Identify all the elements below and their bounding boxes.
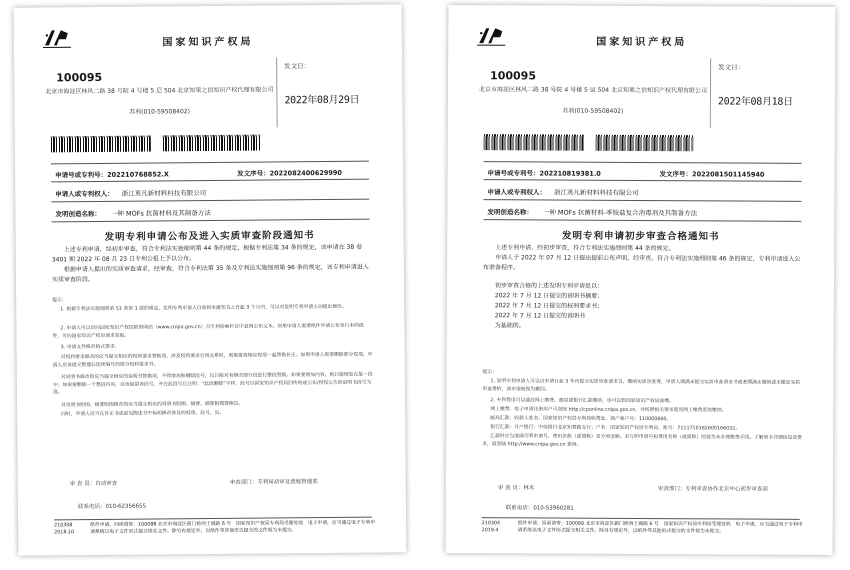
tip-item: 对权利要求修改的应当提交相应的权利要求替换项，涉及权利要求引用关系时，则需要将相应权项一起替换补正。如果申请人需要删除部分权项，申请人应该提交整理后连续编号的部分权利要求书。 — [52, 352, 373, 368]
invention-name: 一种 MOFs 抗菌材料-季铵盐复合消毒剂及其制备方法 — [542, 208, 698, 218]
divider — [51, 161, 369, 165]
tip-item: 银行汇款：开户银行：中信银行北京知春路支行；户名：国家知识产权局专利局，账号：7111710182600166032。 — [490, 425, 741, 432]
reviewer-name: 自动审查 — [95, 480, 118, 488]
header-divider — [710, 58, 711, 128]
divider — [483, 219, 801, 222]
application-number: 202210819381.0 — [539, 169, 601, 178]
reviewer-row — [70, 479, 118, 487]
barcode — [484, 134, 584, 151]
issue-date: 2022年08月29日 — [284, 94, 360, 107]
form-code: 210304 — [481, 521, 501, 527]
reviewer-name: 林禾 — [523, 485, 535, 492]
phone-row — [78, 502, 146, 511]
footer-note: 纸件申请，回函请寄：100088 北京市海淀区蓟门桥西土城路 6 号 国家知识产权局专利局受理处收 电子申请，应当通过电子专利申请系统以电子文件形式提交相关文件。除另有规定外，以纸件等其他形式提交的文件视为未提交。 — [90, 520, 376, 535]
divider — [51, 199, 369, 203]
tip-item: 同时，申请人应当在补正书或意见陈述书中标明修改涉及的权项、段号、页。 — [61, 410, 225, 418]
recipient-contact: 苏利(010-59508402) — [129, 108, 190, 116]
postcode: 100095 — [56, 70, 103, 85]
notice-title: 发明专利申请初步审查合格通知书 — [561, 230, 720, 243]
notice-body-paragraph: 申请人于 2022 年 07 月 12 日提出提前公布声明，经审查，符合专利法实施细则第 46 条的规定，专利申请进入公布准备程序。 — [483, 254, 801, 271]
divider — [51, 179, 369, 183]
divider — [483, 199, 801, 202]
invention-row — [487, 207, 697, 217]
phone-number: 010-62356655 — [105, 503, 147, 510]
reviewer-label: 审 查 员： — [497, 485, 524, 492]
applicant-row — [55, 188, 206, 198]
applicant-row — [487, 187, 638, 197]
invention-name: 一种 MOFs 抗菌材料及其制备方法 — [110, 208, 211, 218]
phone-row — [506, 503, 574, 511]
barcode — [596, 135, 694, 152]
tip-item: 对说明书修改的应当提交相应的说明书替换项，不得增加和删除段号，仅只能对有修改部分段进行整段替换。如果要增加内容，则只能增加在某一段中；如果要删除一个整段内容，应该保留该段号，并在此段号后注明：“此段删除”字样。段号以国家知识产权局回传的或公布/授权公告的说明书段号为准。 — [52, 372, 373, 396]
barcode — [51, 136, 151, 153]
tip-item: 1. 发明专利申请人可以自申请日起 3 年内提交实质审查请求书、缴纳实质审查费，申请人期满未提交实质审查请求书或者期满未缴纳或未缴足实质审查费的，该申请被视为撤回。 — [482, 379, 801, 393]
department-name: 专利局初审及流程管理部 — [257, 479, 318, 486]
divider — [51, 219, 369, 223]
tip-item: 1. 根据专利法实施细则第 51 条第 1 款的规定，发明专利申请人自收到本通知书之日起 3 个月内，可以对发明专利申请主动提出修改。 — [60, 304, 347, 313]
notice-document-left — [14, 4, 407, 555]
divider — [484, 179, 802, 182]
applicant-name: 浙江英凡新材料科技有限公司 — [121, 189, 207, 198]
basis-item: 2022 年 7 月 12 日提交的说明书摘要； — [494, 292, 604, 300]
notice-title: 发明专利申请公布及进入实质审查阶段通知书 — [104, 230, 315, 243]
basis-item: 2022 年 7 月 12 日提交的说明书 — [494, 312, 586, 320]
tips-label: 提示： — [52, 298, 67, 304]
issue-date-label: 发文日： — [718, 63, 745, 72]
reviewer-label: 审 查 员： — [69, 481, 96, 488]
applicant-name: 浙江英凡新材料科技有限公司 — [553, 188, 639, 197]
tip-item: 汇款时应当准确写明申请号、费用名称（或简称）及分项金额。未写明申请号和费用名称（或简称）的视为未办理缴费手续。了解更多详细信息及要求，请登陆 http://www.cnipa.gov.cn 查询。 — [482, 434, 802, 448]
phone-number: 010-53960281 — [533, 505, 574, 512]
basis-intro: 初步审查合格的上述发明专利申请是以： — [494, 282, 604, 290]
office-name: 国家知识产权局 — [596, 36, 688, 49]
footer-note: 纸件申请，回函请寄：100088 北京市海淀区蓟门桥西土城路 6 号 国家知识产权局专利局受理处收 电子申请，应当通过电子专利申请系统以电子文件形式提交相关文件。除另有规定外，以纸件等其他形式提交的文件视为未提交。 — [517, 521, 803, 534]
department-label: 审查部门： — [657, 486, 686, 493]
notice-body-paragraph: 上述专利申请，经初步审查，符合专利法实施细则第 44 条的规定，根据专利法第 34 条的规定，该申请在 38 卷 3401 期 2022 年 08 月 23 日专利公报上予以公布。 — [51, 243, 363, 263]
serial-number-row — [660, 169, 765, 179]
tip-item: 2. 申请人可以访问国家知识产权局政府网站（www.cnipa.gov.cn）点专利检索栏目中查询公布文本。如果申请人需要纸件申请公布单行本的纸件，可向国家知识产权局请求获取。 — [52, 323, 364, 339]
department-row — [230, 477, 318, 486]
reviewer-row — [498, 483, 535, 491]
tip-item: 对说明书附图、摘要附图修改的应当提交相应的说明书附图、摘要、摘要附图替换页。 — [61, 401, 244, 409]
application-number: 202210768852.X — [107, 170, 169, 179]
form-version: 2019.4 — [481, 528, 499, 534]
postcode: 100095 — [490, 69, 537, 83]
recipient-address: 北京市海淀区林风二路 38 号院 4 号楼 5 层 504 北京知果之信知识产权代理有限公司 — [45, 86, 274, 96]
serial-number-label: 发文序号： — [659, 170, 693, 179]
serial-number-row — [237, 168, 342, 178]
notice-body-paragraph: 上述专利申请，经初步审查，符合专利法实施细则第 44 条的规定。 — [495, 244, 675, 253]
department-label: 审查部门： — [229, 479, 258, 486]
divider — [484, 161, 802, 164]
applicant-label: 申请人或专利权人： — [487, 188, 546, 197]
application-number-row — [55, 169, 169, 179]
form-code: 210308 — [54, 523, 73, 529]
notice-body-paragraph: 根据申请人提出的实质审查请求，经审查，符合专利法第 35 条及专利法实施细则第 96 条的规定，该专利申请进入实质审查阶段。 — [51, 263, 369, 283]
application-number-row — [488, 168, 601, 178]
form-version: 2018.10 — [54, 530, 75, 536]
serial-number: 2022082400629990 — [269, 168, 342, 178]
basis-end: 为基础的。 — [494, 322, 525, 330]
divider — [482, 517, 800, 520]
department-name: 专利审查协作北京中心初步审查部 — [685, 486, 768, 493]
phone-label: 联系电话： — [505, 505, 534, 512]
basis-item: 2022 年 7 月 12 日提交的权利要求书； — [494, 302, 604, 310]
invention-row — [55, 208, 211, 218]
office-name: 国家知识产权局 — [162, 36, 254, 49]
divider — [54, 517, 372, 521]
recipient-address: 北京市海淀区林风二路 38 号院 4 号楼 5 层 504 北京知果之信知识产权代理有限公司 — [478, 86, 707, 95]
tip-item: 邮局汇款：收款人姓名：国家知识产权局专利局收费处，商户客户号：110000860。 — [490, 416, 672, 423]
applicant-label: 申请人或专利权人： — [55, 189, 114, 199]
tips-label: 提示： — [482, 370, 497, 376]
invention-label: 发明创造名称： — [487, 208, 533, 217]
application-number-label: 申请号或专利号： — [487, 169, 540, 178]
tip-item: 网上缴费：电子申请注册用户可登陆 http://cponline.cnipa.gov.cn，并按照相关要求使用网上缴费系统缴纳。 — [490, 407, 727, 414]
serial-number-label: 发文序号： — [237, 169, 270, 178]
application-number-label: 申请号或专利号： — [55, 170, 108, 180]
recipient-contact: 苏利(010-59508402) — [562, 107, 624, 115]
invention-label: 发明创造名称： — [55, 209, 101, 219]
header-divider — [276, 57, 278, 127]
barcode — [163, 135, 261, 152]
issue-date-label: 发文日： — [284, 62, 311, 71]
notice-document-right — [446, 5, 836, 555]
phone-label: 联系电话： — [77, 503, 106, 511]
serial-number: 2022081501145940 — [692, 170, 765, 179]
issue-date: 2022年08月18日 — [717, 96, 793, 108]
department-row — [658, 484, 768, 493]
tip-item: 3. 申请文件修改格式要求： — [60, 344, 120, 351]
tip-item: 2. 专利费用可以通过网上缴费、邮局或银行汇款缴纳，也可以到国家知识产权局面缴。 — [490, 398, 674, 405]
